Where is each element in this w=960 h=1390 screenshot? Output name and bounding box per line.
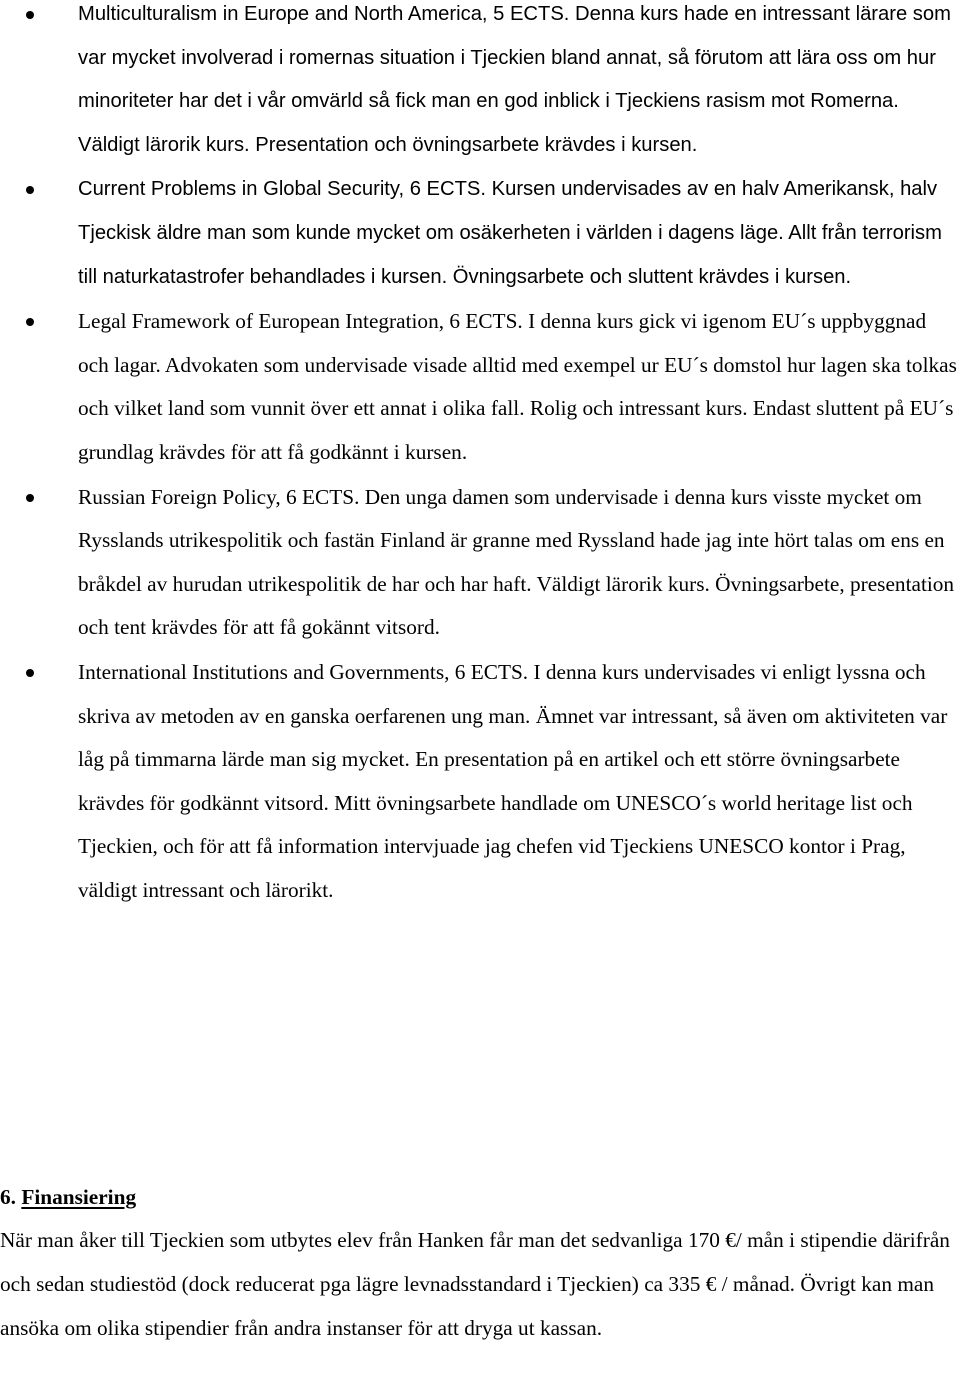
course-item-multiculturalism [0,0,960,167]
course-name: Legal Framework of European Integration, 6 ECTS. [78,309,523,334]
section-financing [0,1176,960,1350]
bullet-icon [26,11,34,19]
section-title: Finansiering [21,1185,137,1209]
course-description: Denna kurs hade en intressant lärare som var mycket involverad i romernas situation i Tjeckien bland annat, så förutom att lära oss om hur minoriteter har det i vår omvärld så fick man en god inblick i Tjeckiens rasism mot Romerna. Väldigt lärorik kurs. Presentation och övningsarbete krävdes i kursen. [78,3,951,156]
course-item-global-security [0,168,960,299]
course-description: I denna kurs undervisades vi enligt lyssna och skriva av metoden av en ganska oerfarenen ung man. Ämnet var intressant, så även om aktiviteten var låg på timmarna lärde man sig mycket. En presentation på en artikel och ett större övningsarbete krävdes för godkännt vitsord. Mitt övningsarbete handlade om UNESCO´s world heritage list och Tjeckien, och för att få information intervjuade jag chefen vid Tjeckiens UNESCO kontor i Prag, väldigt intressant och lärorikt. [78,659,948,902]
section-body: När man åker till Tjeckien som utbytes elev från Hanken får man det sedvanliga 170 €/ mån i stipendie därifrån och sedan studiestöd (dock reducerat pga lägre levnadsstandard i Tjeckien) ca 335 € / månad. Övrigt kan man ansöka om olika stipendier från andra instanser för att dryga ut kassan. [0,1228,950,1340]
course-description: I denna kurs gick vi igenom EU´s uppbyggnad och lagar. Advokaten som undervisade visade alltid med exempel ur EU´s domstol hur lagen ska tolkas och vilket land som vunnit över ett annat i olika fall. Rolig och intressant kurs. Endast sluttent på EU´s grundlag krävdes för att få godkännt i kursen. [78,309,957,464]
course-item-international-institutions [0,651,960,913]
bullet-icon [26,186,34,194]
course-item-legal-framework [0,300,960,474]
section-number: 6. [0,1185,16,1209]
bullet-icon [26,494,34,502]
course-name: International Institutions and Governments, 6 ECTS. [78,659,529,684]
course-name: Current Problems in Global Security, 6 ECTS. [78,178,487,201]
bullet-icon [26,669,34,677]
section-heading [0,1176,960,1219]
course-description: Den unga damen som undervisade i denna kurs visste mycket om Rysslands utrikespolitik och fastän Finland är granne med Ryssland hade jag inte hört talas om ens en bråkdel av hurudan utrikespolitik de har och har haft. Väldigt lärorik kurs. Övningsarbete, presentation och tent krävdes för att få gokännt vitsord. [78,484,955,640]
course-name: Russian Foreign Policy, 6 ECTS. [78,484,360,509]
course-name: Multiculturalism in Europe and North America, 5 ECTS. [78,3,570,25]
course-description: Kursen undervisades av en halv Amerikansk, halv Tjeckisk äldre man som kunde mycket om osäkerheten i världen i dagens läge. Allt från terrorism till naturkatastrofer behandlades i kursen. Övningsarbete och sluttent krävdes i kursen. [78,178,942,288]
course-item-russian-foreign-policy [0,476,960,650]
bullet-icon [26,318,34,326]
